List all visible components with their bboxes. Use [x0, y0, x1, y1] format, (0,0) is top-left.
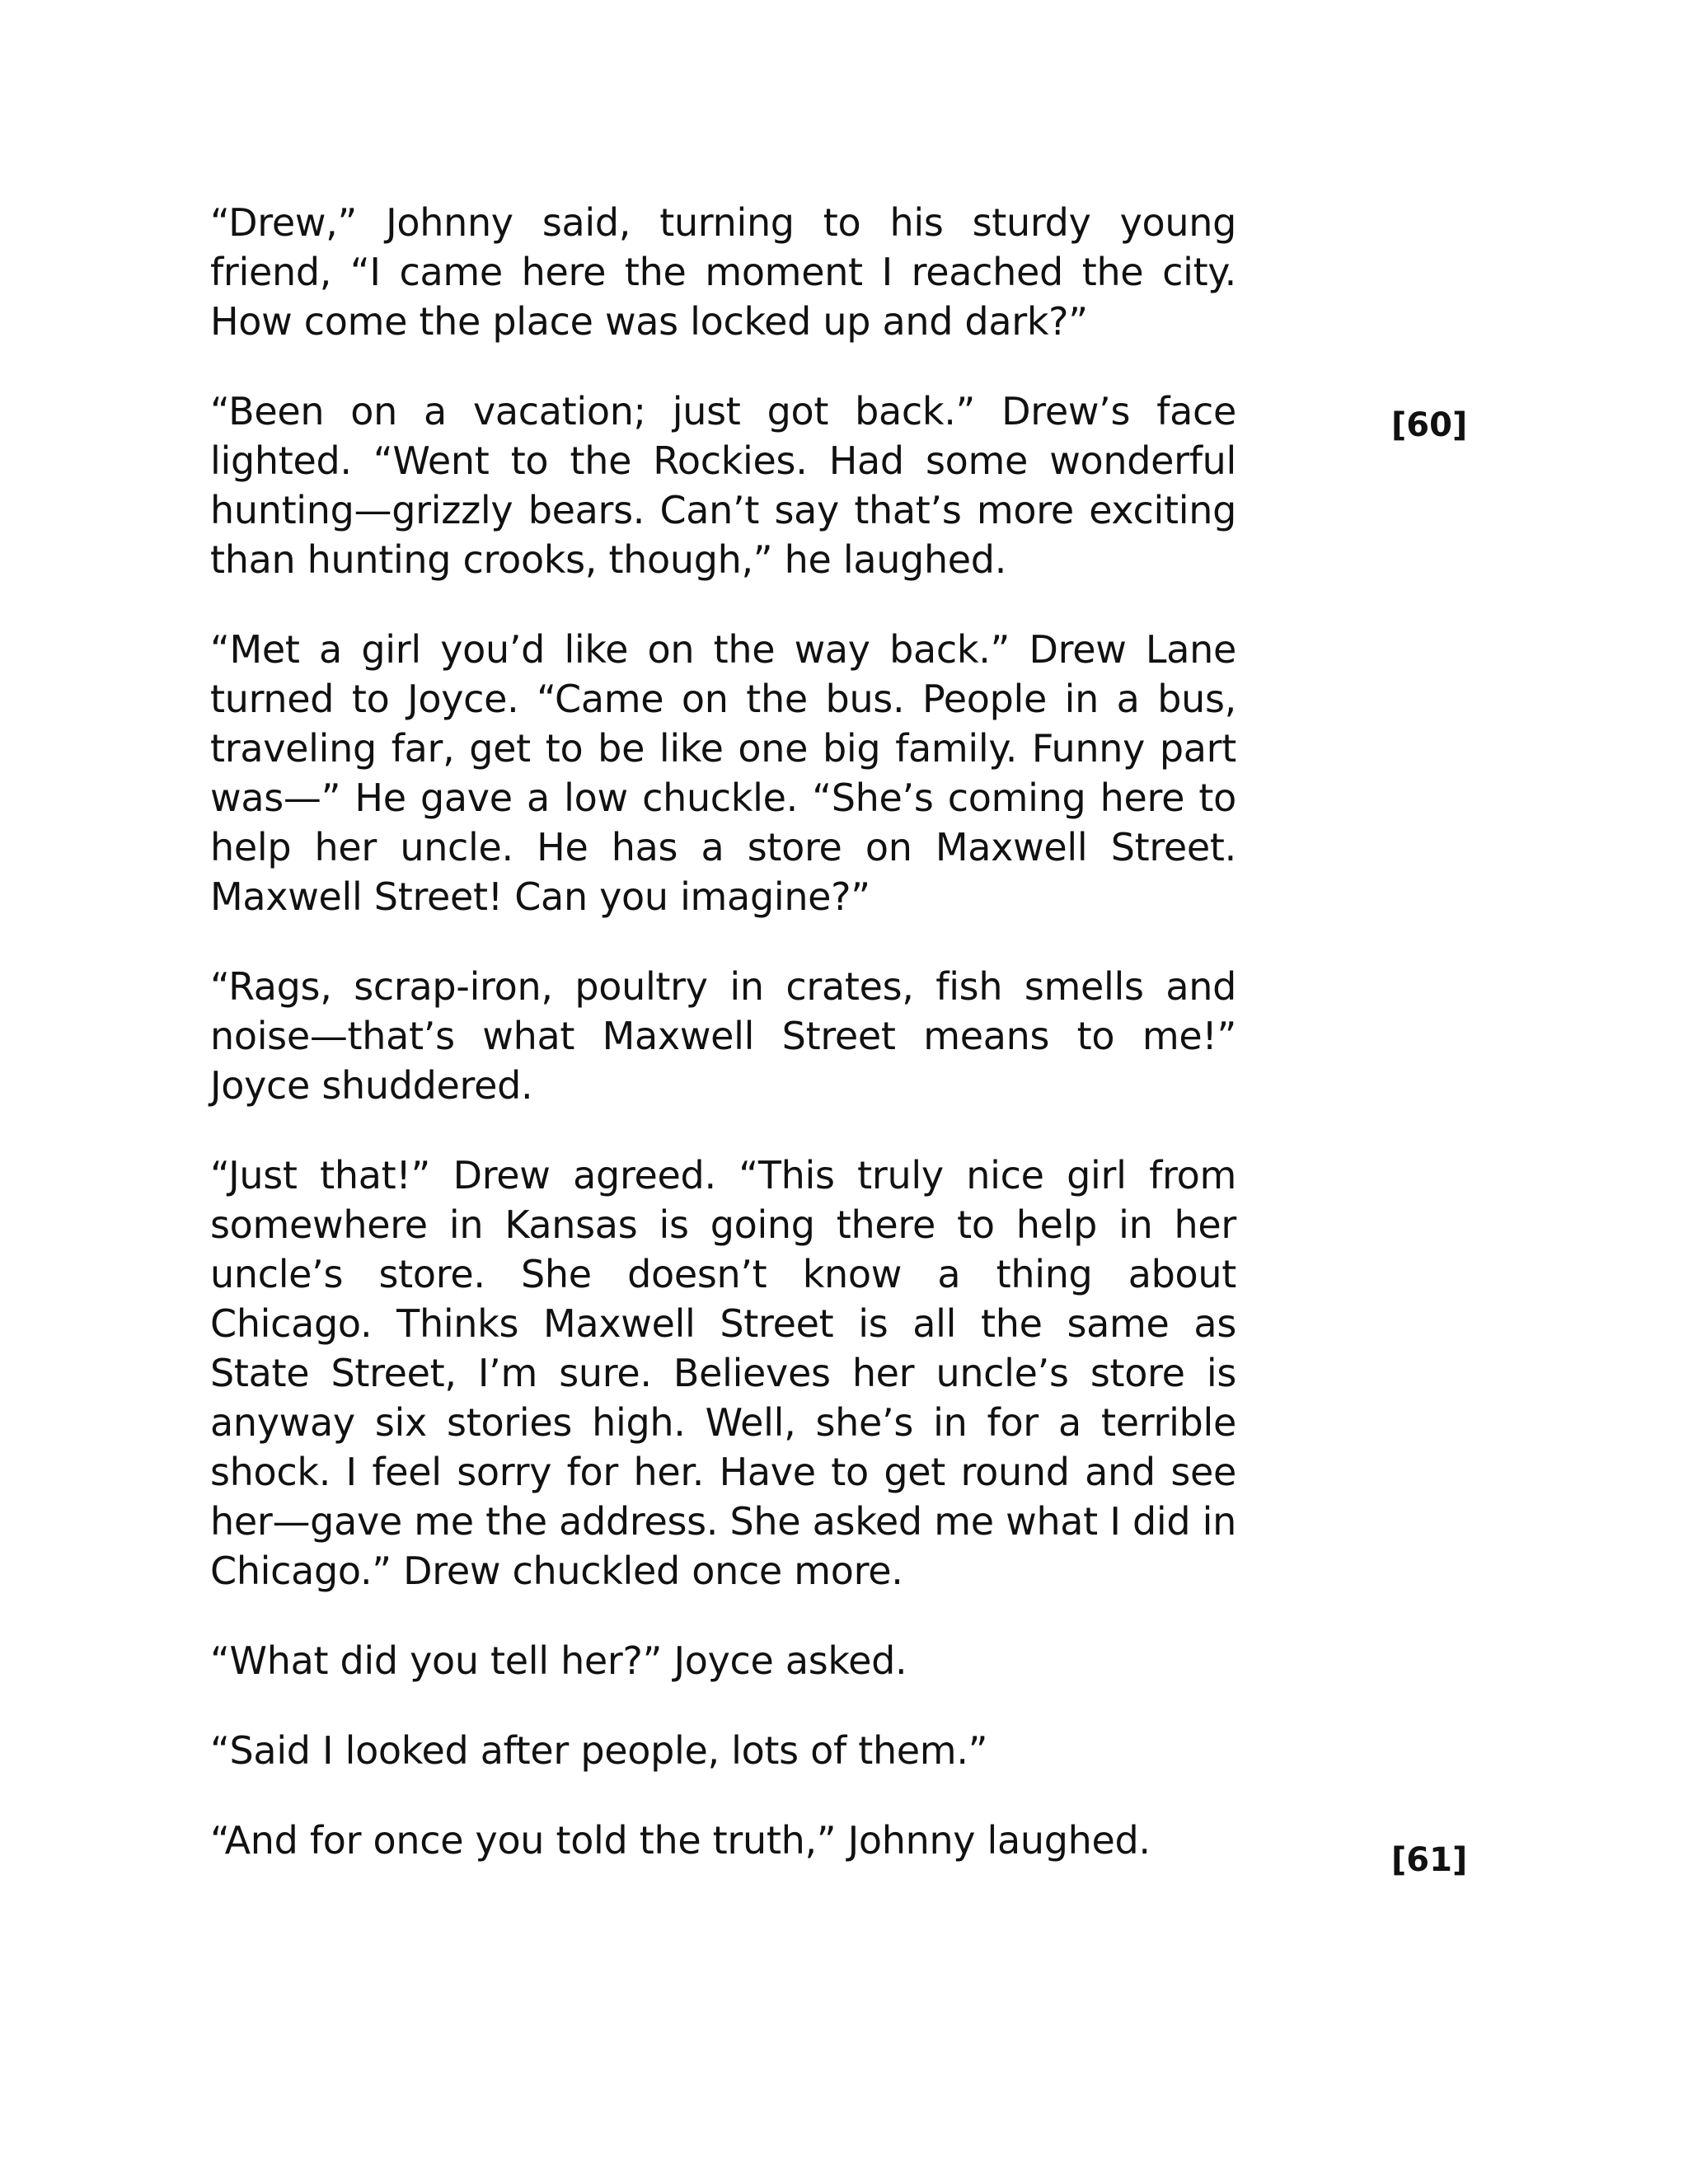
page-number-marker: [61] — [1391, 1841, 1468, 1879]
paragraph: “Just that!” Drew agreed. “This truly nice girl from somewhere in Kansas is going there to help in her uncle’s store. She doesn’t know a thing about Chicago. Thinks Maxwell Street is all the same as State Street, I’m sure. Believes her uncle’s store is anyway six stories high. Well, she’s in for a terrible shock. I feel sorry for her. Have to get round and see her—gave me the address. She asked me what I did in Chicago.” Drew chuckled once more. — [210, 1153, 1236, 1593]
paragraph: “Drew,” Johnny said, turning to his sturdy young friend, “I came here the moment I reached the city. How come the place was locked up and dark?” — [210, 200, 1236, 344]
paragraph: “Been on a vacation; just got back.” Drew’s face lighted. “Went to the Rockies. Had some wonderful hunting—grizzly bears. Can’t say that’s more exciting than hunting crooks, though,” he laughed. — [210, 389, 1236, 582]
page-number-marker: [60] — [1391, 406, 1468, 444]
paragraph: “Met a girl you’d like on the way back.” Drew Lane turned to Joyce. “Came on the bus. People in a bus, traveling far, get to be like one big family. Funny part was—” He gave a low chuckle. “She’s coming here to help her uncle. He has a store on Maxwell Street. Maxwell Street! Can you imagine?” — [210, 627, 1236, 919]
paragraph: “Rags, scrap-iron, poultry in crates, fish smells and noise—that’s what Maxwell Street means to me!” Joyce shuddered. — [210, 964, 1236, 1108]
paragraph: “Said I looked after people, lots of them.” — [210, 1728, 988, 1773]
text-column — [210, 198, 1236, 1905]
paragraph: “And for once you told the truth,” Johnny laughed. — [210, 1818, 1151, 1863]
paragraph: “What did you tell her?” Joyce asked. — [210, 1638, 907, 1683]
